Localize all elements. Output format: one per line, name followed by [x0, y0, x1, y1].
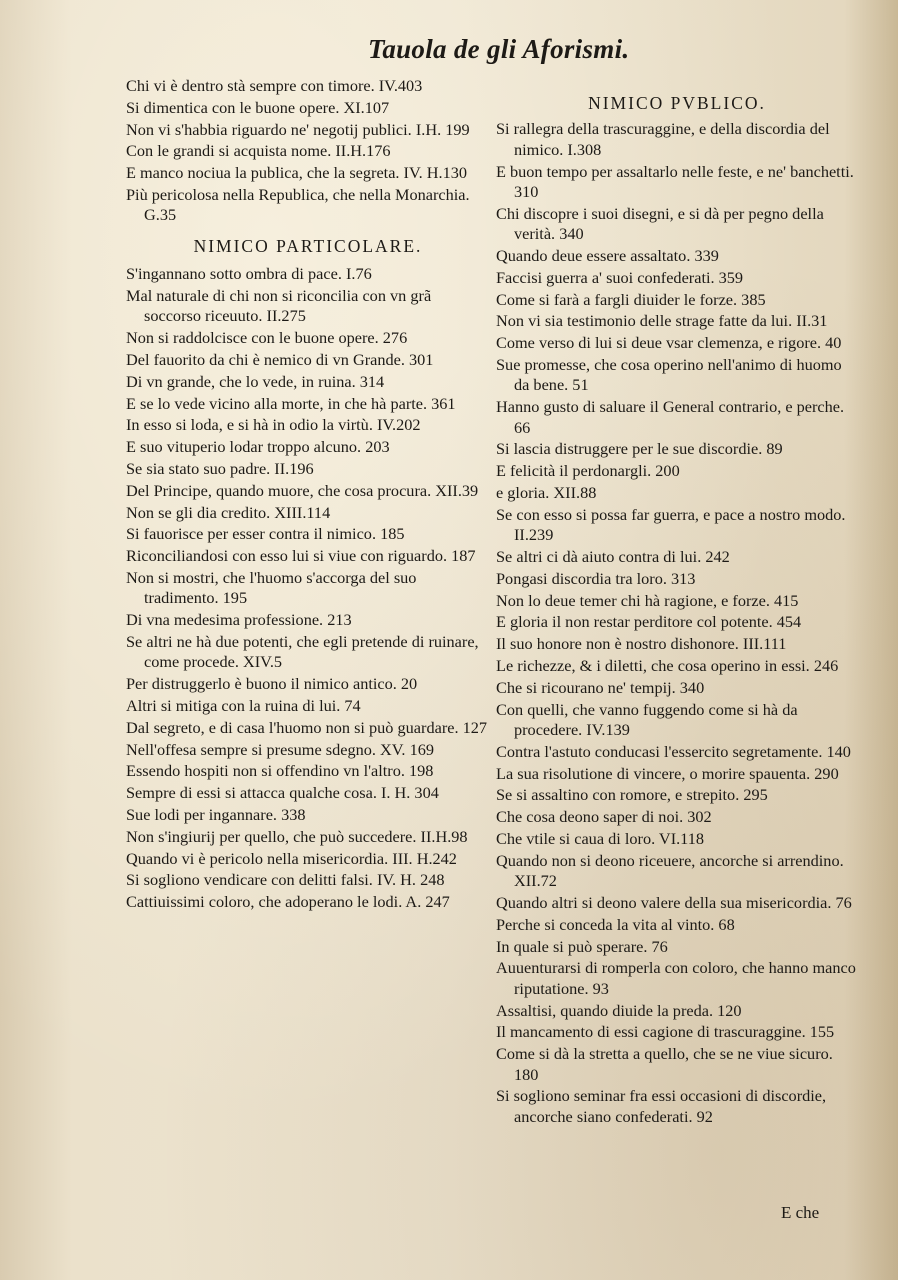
index-entry: Si fauorisce per esser contra il nimico. 185 — [126, 524, 405, 544]
index-entry: Le richezze, & i diletti, che cosa operino in essi. 246 — [496, 655, 839, 675]
index-entry: E suo vituperio lodar troppo alcuno. 203 — [126, 437, 390, 457]
index-entry: Non si mostri, che l'huomo s'accorga del suo tradimento. 195 — [126, 567, 417, 608]
index-entry: Come si farà a fargli diuider le forze. 385 — [496, 289, 766, 309]
index-entry: Non si raddolcisce con le buone opere. 276 — [126, 328, 408, 348]
index-entry: Con quelli, che vanno fuggendo come si hà da procedere. IV.139 — [496, 699, 798, 739]
index-entry: Che vtile si caua di loro. VI.118 — [496, 828, 704, 848]
catchword: E che — [781, 1203, 820, 1222]
index-entry: Di vna medesima professione. 213 — [126, 610, 352, 630]
index-entry: In esso si loda, e si hà in odio la virtù. IV.202 — [126, 415, 421, 435]
left-column — [126, 76, 490, 914]
index-entry: Essendo hospiti non si offendino vn l'altro. 198 — [126, 761, 434, 781]
index-entry: Non lo deue temer chi hà ragione, e forze. 415 — [496, 590, 799, 610]
index-entry: Si lascia distruggere per le sue discordie. 89 — [496, 439, 783, 459]
index-entry: S'ingannano sotto ombra di pace. I.76 — [126, 264, 372, 284]
index-entry: Che cosa deono saper di noi. 302 — [496, 807, 712, 827]
index-entry: Se sia stato suo padre. II.196 — [126, 458, 314, 478]
index-entry: Si sogliono seminar fra essi occasioni di discordie, ancorche siano confederati. 92 — [496, 1086, 827, 1126]
index-entry: Come verso di lui si deue vsar clemenza, e rigore. 40 — [496, 333, 842, 353]
index-entry: E buon tempo per assaltarlo nelle feste, e ne' banchetti. 310 — [496, 161, 854, 202]
index-entry: Altri si mitiga con la ruina di lui. 74 — [126, 695, 361, 715]
index-entry: Se con esso si possa far guerra, e pace a nostro modo. II.239 — [496, 504, 846, 545]
index-entry: E se lo vede vicino alla morte, in che hà parte. 361 — [126, 393, 456, 413]
index-entry: Quando vi è pericolo nella misericordia. III. H.242 — [126, 848, 457, 868]
index-entry: La sua risolutione di vincere, o morire spauenta. 290 — [496, 763, 839, 783]
index-entry: Hanno gusto di saluare il General contrario, e perche. 66 — [496, 397, 845, 437]
index-entry: E manco nociua la publica, che la segreta. IV. H.130 — [126, 163, 468, 183]
section-heading-nimico-particolare: NIMICO PARTICOLARE. — [193, 235, 423, 256]
right-section-entries — [496, 119, 858, 1127]
index-entry: Cattiuissimi coloro, che adoperano le lodi. A. 247 — [126, 892, 450, 912]
index-entry: Si rallegra della trascuraggine, e della discordia del nimico. I.308 — [496, 119, 830, 159]
index-entry: Chi discopre i suoi disegni, e si dà per pegno della verità. 340 — [496, 203, 824, 244]
index-entry: Mal naturale di chi non si riconcilia con vn grã soccorso riceuuto. II.275 — [126, 286, 432, 326]
index-entry: Sue promesse, che cosa operino nell'animo di huomo da bene. 51 — [496, 355, 842, 395]
index-entry: Chi vi è dentro stà sempre con timore. IV.403 — [126, 76, 423, 95]
index-entry: Riconciliandosi con esso lui si viue con riguardo. 187 — [126, 546, 476, 566]
index-entry: Perche si conceda la vita al vinto. 68 — [496, 914, 735, 934]
index-entry: Auuenturarsi di romperla con coloro, che hanno manco riputatione. 93 — [496, 958, 856, 998]
index-entry: Quando deue essere assaltato. 339 — [496, 246, 719, 266]
index-entry: Il suo honore non è nostro dishonore. III.111 — [496, 634, 787, 654]
index-entry: Sue lodi per ingannare. 338 — [126, 804, 306, 824]
index-entry: Come si dà la stretta a quello, che se ne viue sicuro. 180 — [496, 1044, 833, 1084]
left-section-entries — [126, 264, 490, 912]
index-entry: Per distruggerlo è buono il nimico antico. 20 — [126, 674, 418, 694]
index-entry: Di vn grande, che lo vede, in ruina. 314 — [126, 371, 385, 391]
index-entry: Nell'offesa sempre si presume sdegno. XV. 169 — [126, 739, 434, 759]
index-entry: Non vi s'habbia riguardo ne' negotij publici. I.H. 199 — [126, 119, 470, 139]
index-entry: Sempre di essi si attacca qualche cosa. I. H. 304 — [126, 783, 439, 803]
index-entry: E gloria il non restar perditore col potente. 454 — [496, 612, 802, 632]
index-entry: Contra l'astuto conducasi l'essercito segretamente. 140 — [496, 741, 851, 761]
index-entry: Più pericolosa nella Republica, che nella Monarchia. G.35 — [126, 184, 470, 225]
index-entry: Assaltisi, quando diuide la preda. 120 — [496, 1000, 742, 1020]
index-entry: Con le grandi si acquista nome. II.H.176 — [126, 141, 391, 161]
index-entry: In quale si può sperare. 76 — [496, 936, 668, 956]
index-entry: E felicità il perdonargli. 200 — [496, 461, 680, 481]
index-entry: Si dimentica con le buone opere. XI.107 — [126, 97, 390, 117]
index-entry: Faccisi guerra a' suoi confederati. 359 — [496, 267, 744, 287]
index-entry: Il mancamento di essi cagione di trascuraggine. 155 — [496, 1022, 835, 1042]
index-entry: Non s'ingiurij per quello, che può succedere. II.H.98 — [126, 826, 468, 846]
index-entry: Se altri ne hà due potenti, che egli pretende di ruinare, come procede. XIV.5 — [126, 631, 479, 672]
index-entry: Del fauorito da chi è nemico di vn Grande. 301 — [126, 350, 434, 369]
index-entry: Se altri ci dà aiuto contra di lui. 242 — [496, 547, 730, 566]
index-entry: Dal segreto, e di casa l'huomo non si può guardare. 127 — [126, 717, 488, 737]
index-entry: Si sogliono vendicare con delitti falsi. IV. H. 248 — [126, 870, 445, 890]
index-entry: Se si assaltino con romore, e strepito. 295 — [496, 785, 768, 805]
index-entry: Quando non si deono riceuere, ancorche si arrendino. XII.72 — [496, 850, 844, 891]
index-entry: e gloria. XII.88 — [496, 483, 597, 502]
index-entry: Del Principe, quando muore, che cosa procura. XII.39 — [126, 480, 479, 500]
index-entry: Che si ricourano ne' tempij. 340 — [496, 677, 705, 697]
index-entry: Quando altri si deono valere della sua misericordia. 76 — [496, 892, 852, 912]
left-top-entries — [126, 76, 490, 226]
running-head: Tauola de gli Aforismi. — [368, 34, 630, 64]
right-column — [496, 93, 858, 1129]
index-entry: Non vi sia testimonio delle strage fatte da lui. II.31 — [496, 311, 828, 331]
section-heading-nimico-publico: NIMICO PVBLICO. — [588, 93, 766, 113]
index-entry: Non se gli dia credito. XIII.114 — [126, 502, 331, 522]
index-entry: Pongasi discordia tra loro. 313 — [496, 568, 696, 588]
